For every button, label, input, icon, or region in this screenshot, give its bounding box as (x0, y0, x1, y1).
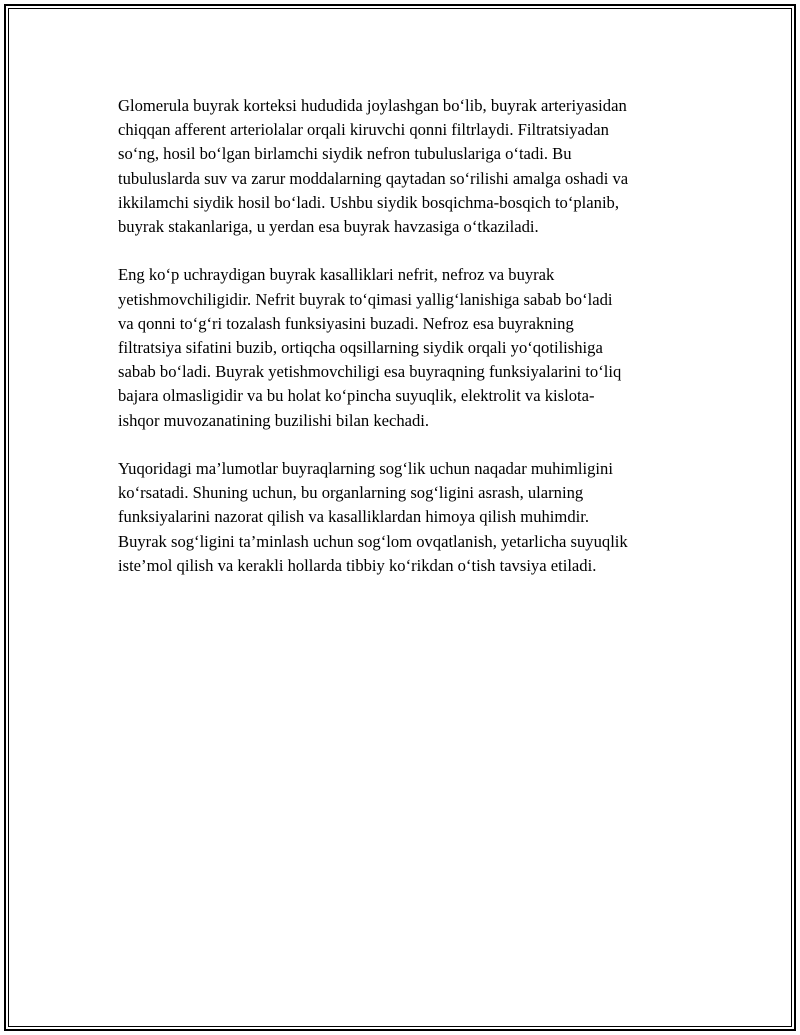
text-line: ishqor muvozanatining buzilishi bilan kechadi. (118, 410, 430, 430)
text-line: Eng ko‘p uchraydigan buyrak kasalliklari nefrit, nefroz va buyrak (118, 265, 555, 285)
text-line: buyrak stakanlariga, u yerdan esa buyrak havzasiga o‘tkaziladi. (118, 217, 539, 237)
text-line: sabab bo‘ladi. Buyrak yetishmovchiligi esa buyraqning funksiyalarini to‘liq (118, 362, 622, 382)
text-line: ko‘rsatadi. Shuning uchun, bu organlarning sog‘ligini asrash, ularning (118, 483, 584, 503)
text-line: bajara olmasligidir va bu holat ko‘pincha suyuqlik, elektrolit va kislota- (118, 386, 595, 406)
text-line: Buyrak sog‘ligini ta’minlash uchun sog‘lom ovqatlanish, yetarlicha suyuqlik (118, 531, 628, 551)
text-line: filtratsiya sifatini buzib, ortiqcha oqsillarning siydik orqali yo‘qotilishiga (118, 338, 603, 358)
text-line: ikkilamchi siydik hosil bo‘ladi. Ushbu siydik bosqichma-bosqich to‘planib, (118, 192, 619, 212)
text-line: funksiyalarini nazorat qilish va kasalliklardan himoya qilish muhimdir. (118, 507, 589, 527)
text-line: va qonni to‘g‘ri tozalash funksiyasini buzadi. Nefroz esa buyrakning (118, 313, 574, 333)
document-body (118, 94, 698, 602)
text-line: Glomerula buyrak korteksi hududida joylashgan bo‘lib, buyrak arteriyasidan (118, 96, 627, 115)
text-line: so‘ng, hosil bo‘lgan birlamchi siydik nefron tubuluslariga o‘tadi. Bu (118, 144, 572, 164)
text-line: Yuqoridagi ma’lumotlar buyraqlarning sog‘lik uchun naqadar muhimligini (118, 459, 613, 479)
text-line: iste’mol qilish va kerakli hollarda tibbiy ko‘rikdan o‘tish tavsiya etiladi. (118, 555, 597, 575)
paragraph-3 (118, 457, 698, 578)
paragraph-1 (118, 94, 698, 239)
text-line: yetishmovchiligidir. Nefrit buyrak to‘qimasi yallig‘lanishiga sabab bo‘ladi (118, 289, 613, 309)
text-line: tubuluslarda suv va zarur moddalarning qaytadan so‘rilishi amalga oshadi va (118, 168, 629, 188)
text-line: chiqqan afferent arteriolalar orqali kiruvchi qonni filtrlaydi. Filtratsiyadan (118, 120, 609, 140)
paragraph-2 (118, 263, 698, 432)
